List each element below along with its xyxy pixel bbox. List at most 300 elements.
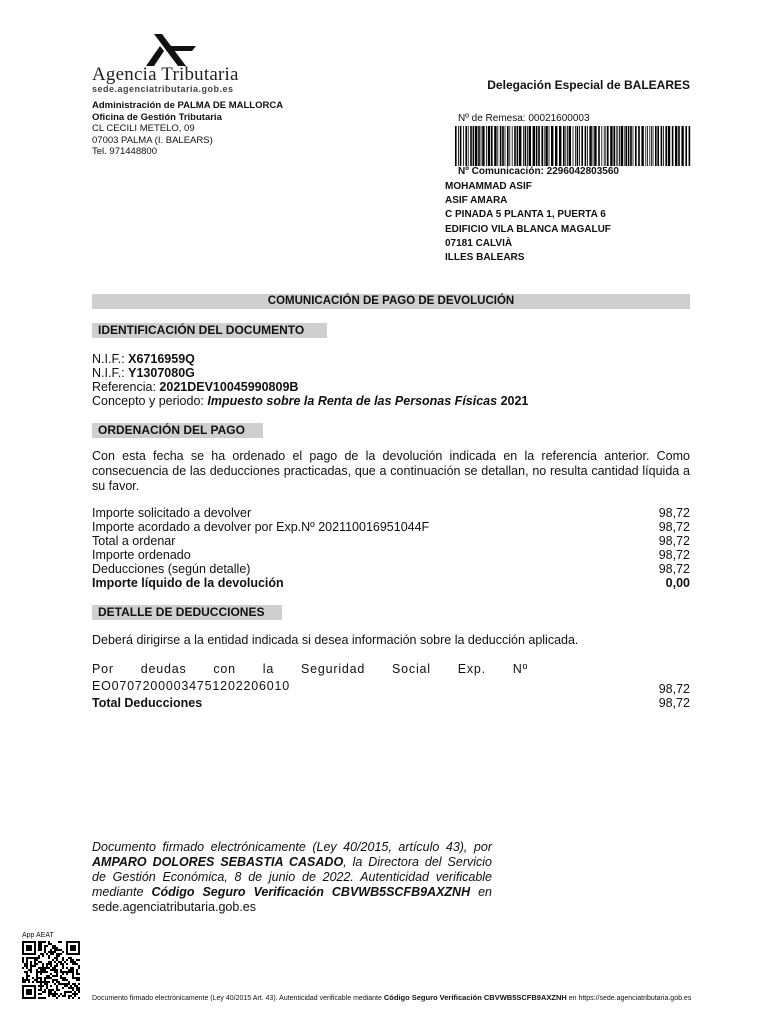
qr-module [74, 961, 76, 963]
nif-line [92, 366, 195, 381]
qr-module [52, 951, 54, 953]
qr-module [30, 961, 32, 963]
barcode-bar [544, 126, 545, 166]
agencia-tributaria-logo-icon [140, 32, 200, 68]
office-line: CL CECILI METELO, 09 [92, 123, 195, 134]
qr-module [52, 975, 54, 977]
amount-row [92, 520, 690, 534]
qr-module [60, 949, 62, 951]
barcode-bar [665, 126, 667, 166]
qr-module [52, 945, 54, 947]
amount-row [92, 534, 690, 548]
qr-module [56, 981, 58, 983]
referencia-value: 2021DEV10045990809B [159, 380, 299, 394]
qr-module [56, 953, 58, 955]
qr-module [56, 973, 58, 975]
qr-module [56, 987, 58, 989]
barcode-bar [567, 126, 568, 166]
qr-module [70, 995, 72, 997]
qr-module [70, 967, 72, 969]
qr-module [38, 977, 40, 979]
qr-module [22, 977, 24, 979]
qr-module [66, 959, 68, 961]
qr-module [52, 959, 54, 961]
qr-module [54, 947, 56, 949]
qr-module [72, 971, 74, 973]
qr-module [46, 975, 48, 977]
ordenacion-paragraph: Con esta fecha se ha ordenado el pago de la devolución indicada en la referencia anterior. Como consecuencia de las deducciones practicadas, que a continuación se detallan, no resulta cantidad líquida a su favor. [92, 449, 690, 493]
barcode-bar [470, 126, 472, 166]
barcode-bar [672, 126, 674, 166]
qr-module [72, 969, 74, 971]
qr-module [56, 975, 58, 977]
qr-module [76, 979, 78, 981]
qr-module [62, 971, 64, 973]
qr-module [38, 949, 40, 951]
qr-module [30, 971, 32, 973]
qr-module [46, 963, 48, 965]
qr-module [44, 991, 46, 993]
office-address [92, 100, 283, 158]
qr-module [22, 957, 24, 959]
qr-module [52, 993, 54, 995]
amount-value: 98,72 [658, 506, 690, 520]
qr-module [52, 995, 54, 997]
qr-module [46, 977, 48, 979]
firma-site: sede.agenciatributaria.gob.es [92, 900, 257, 914]
qr-module [46, 985, 48, 987]
qr-module [52, 947, 54, 949]
amount-value: 98,72 [658, 562, 690, 576]
recipient-line: 07181 CALVIÀ [445, 237, 513, 249]
qr-module [68, 969, 70, 971]
qr-module [60, 977, 62, 979]
qr-module [64, 985, 66, 987]
barcode-bar [593, 126, 594, 166]
barcode-bar [579, 126, 580, 166]
qr-module [72, 961, 74, 963]
qr-module [44, 979, 46, 981]
qr-module [26, 945, 32, 951]
qr-module [54, 995, 56, 997]
qr-module [78, 983, 80, 985]
qr-module [66, 983, 68, 985]
qr-module [44, 951, 46, 953]
qr-module [42, 953, 44, 955]
qr-module [40, 961, 42, 963]
qr-module [54, 961, 56, 963]
qr-module [64, 961, 66, 963]
barcode-bar [663, 126, 664, 166]
qr-module [74, 963, 76, 965]
qr-module [46, 971, 48, 973]
barcode-bar [514, 126, 516, 166]
qr-module [54, 965, 56, 967]
qr-module [56, 947, 58, 949]
qr-module [62, 977, 64, 979]
amount-label: Deducciones (según detalle) [92, 562, 251, 576]
qr-module [44, 947, 46, 949]
qr-module [48, 995, 50, 997]
qr-module [48, 951, 50, 953]
qr-module [64, 993, 66, 995]
qr-module [70, 987, 72, 989]
barcode-bar [617, 126, 618, 166]
qr-module [56, 993, 58, 995]
barcode-image [455, 126, 691, 166]
qr-module [26, 979, 28, 981]
qr-module [42, 985, 44, 987]
qr-module [40, 981, 42, 983]
firma-paragraph [92, 840, 492, 915]
qr-module [40, 985, 42, 987]
qr-module [36, 979, 38, 981]
deduccion-concepto-line: Por deudas con la Seguridad Social Exp. Nº [92, 662, 528, 676]
footer-text-part: Documento firmado electrónicamente (Ley 40/2015 Art. 43). Autenticidad verificable mediante [92, 995, 382, 1002]
qr-module [32, 981, 34, 983]
barcode-bar [538, 126, 540, 166]
amount-row [92, 562, 690, 576]
qr-module [56, 963, 58, 965]
qr-module [58, 995, 60, 997]
qr-module [38, 971, 40, 973]
concepto-value: Impuesto sobre la Renta de las Personas Físicas [207, 394, 498, 408]
qr-module [26, 967, 28, 969]
qr-module [62, 965, 64, 967]
barcode-bar [681, 126, 683, 166]
barcode-bar [481, 126, 482, 166]
barcode-bar [645, 126, 646, 166]
qr-module [32, 977, 34, 979]
qr-module [50, 963, 52, 965]
qr-module [46, 983, 48, 985]
qr-module [56, 965, 58, 967]
barcode-bar [613, 126, 615, 166]
qr-module [22, 981, 24, 983]
concepto-line [92, 394, 528, 409]
qr-module [44, 997, 46, 999]
nif-label: N.I.F.: [92, 366, 125, 380]
barcode-bar [624, 126, 625, 166]
qr-module [42, 969, 44, 971]
qr-module [26, 989, 32, 995]
qr-module [58, 989, 60, 991]
qr-module [36, 975, 38, 977]
barcode-bar [655, 126, 657, 166]
barcode-bar [525, 126, 527, 166]
barcode-bar [486, 126, 487, 166]
recipient-line: EDIFICIO VILA BLANCA MAGALUF [445, 223, 611, 235]
barcode-bar [633, 126, 634, 166]
qr-module [72, 989, 74, 991]
qr-module [26, 961, 28, 963]
qr-module [60, 969, 62, 971]
qr-module [28, 979, 30, 981]
nif-value: X6716959Q [128, 352, 195, 366]
barcode-bar [651, 126, 652, 166]
office-line: Administración de PALMA DE MALLORCA [92, 100, 284, 111]
barcode-bar [545, 126, 547, 166]
deduccion-expediente: EO07072000034751202206010 [92, 679, 290, 693]
qr-module [38, 957, 40, 959]
qr-module [36, 971, 38, 973]
qr-module [72, 973, 74, 975]
barcode-bar [551, 126, 553, 166]
qr-module [58, 955, 60, 957]
qr-module [52, 981, 54, 983]
qr-module [48, 967, 50, 969]
amount-value: 0,00 [665, 576, 690, 590]
qr-module [38, 943, 40, 945]
qr-module [44, 977, 46, 979]
comunicacion-number: Nº Comunicación: 2296042803560 [458, 166, 619, 177]
qr-module [76, 963, 78, 965]
barcode-bar [549, 126, 550, 166]
qr-module [54, 979, 56, 981]
qr-module [54, 957, 56, 959]
qr-module [62, 979, 64, 981]
qr-module [60, 961, 62, 963]
qr-module [40, 997, 42, 999]
amount-value: 98,72 [658, 520, 690, 534]
amount-row [92, 506, 690, 520]
qr-module [58, 983, 60, 985]
qr-module [34, 965, 36, 967]
qr-module [68, 997, 70, 999]
barcode-bar [657, 126, 659, 166]
qr-module [24, 979, 26, 981]
qr-module [66, 973, 68, 975]
qr-module [40, 945, 42, 947]
qr-module [66, 991, 68, 993]
qr-module [44, 967, 46, 969]
qr-module [54, 991, 56, 993]
footer-text-part: en https://sede.agenciatributaria.gob.es [568, 995, 692, 1002]
logo-subtext: sede.agenciatributaria.gob.es [92, 84, 234, 94]
barcode-bar [563, 126, 565, 166]
qr-module [40, 979, 42, 981]
qr-module [22, 959, 24, 961]
qr-module [74, 985, 76, 987]
barcode-bar [529, 126, 531, 166]
qr-module [40, 987, 42, 989]
firma-text: en [478, 885, 493, 899]
qr-module [68, 991, 70, 993]
firma-csv: Código Seguro Verificación CBVWB5SCFB9AXZNH [151, 885, 471, 899]
qr-module [64, 979, 66, 981]
qr-module [76, 969, 78, 971]
barcode-bar [569, 126, 571, 166]
referencia-label: Referencia: [92, 380, 156, 394]
qr-module [76, 959, 78, 961]
barcode-bar [635, 126, 637, 166]
qr-module [50, 977, 52, 979]
qr-module [46, 965, 48, 967]
qr-module [40, 977, 42, 979]
barcode-bar [653, 126, 654, 166]
nif-line [92, 352, 195, 367]
qr-module [62, 957, 64, 959]
qr-module [38, 989, 40, 991]
barcode-bar [505, 126, 506, 166]
qr-module [44, 989, 46, 991]
barcode-bar [541, 126, 543, 166]
qr-module [46, 953, 48, 955]
qr-module [36, 977, 38, 979]
qr-module [50, 973, 52, 975]
qr-module [42, 967, 44, 969]
barcode-bar [605, 126, 606, 166]
qr-module [40, 983, 42, 985]
qr-module [54, 983, 56, 985]
total-deducciones-value: 98,72 [658, 696, 690, 710]
qr-module [54, 993, 56, 995]
qr-module [58, 941, 60, 943]
qr-module [68, 981, 70, 983]
qr-module [44, 949, 46, 951]
qr-module [62, 959, 64, 961]
barcode-bar [523, 126, 524, 166]
qr-module [22, 967, 24, 969]
amount-value: 98,72 [658, 534, 690, 548]
qr-module [40, 969, 42, 971]
amount-label: Importe ordenado [92, 548, 191, 562]
barcode-bar [594, 126, 596, 166]
qr-module [48, 991, 50, 993]
qr-module [62, 951, 64, 953]
qr-module [62, 967, 64, 969]
deduccion-value: 98,72 [658, 682, 690, 696]
qr-module [28, 975, 30, 977]
qr-module [38, 981, 40, 983]
qr-module [34, 963, 36, 965]
barcode-bar [625, 126, 627, 166]
qr-module [50, 961, 52, 963]
qr-module [78, 997, 80, 999]
qr-module [26, 975, 28, 977]
qr-module [44, 945, 46, 947]
barcode-bar [616, 126, 617, 166]
qr-module [62, 995, 64, 997]
qr-module [52, 989, 54, 991]
footer-csv: Código Seguro Verificación CBVWB5SCFB9AXZNH [383, 993, 567, 1002]
qr-module [44, 941, 46, 943]
qr-module [76, 989, 78, 991]
qr-module [78, 959, 80, 961]
qr-module [68, 987, 70, 989]
barcode-bar [512, 126, 513, 166]
qr-module [40, 993, 42, 995]
qr-module [72, 997, 74, 999]
amount-label: Importe líquido de la devolución [92, 576, 284, 590]
qr-module [30, 957, 32, 959]
qr-module [48, 975, 50, 977]
qr-module [78, 965, 80, 967]
barcode-bar [475, 126, 477, 166]
qr-module [48, 963, 50, 965]
qr-module [60, 941, 62, 943]
remesa-number: Nº de Remesa: 00021600003 [458, 113, 590, 124]
qr-module [26, 973, 28, 975]
qr-code-icon[interactable] [22, 941, 80, 999]
qr-module [48, 993, 50, 995]
nif-label: N.I.F.: [92, 352, 125, 366]
qr-module [76, 993, 78, 995]
recipient-line: ASIF AMARA [445, 195, 508, 207]
qr-module [42, 991, 44, 993]
qr-module [40, 943, 42, 945]
barcode-bar [533, 126, 535, 166]
barcode-bar [619, 126, 620, 166]
qr-module [28, 981, 30, 983]
qr-module [66, 985, 68, 987]
barcode-bar [607, 126, 609, 166]
qr-module [60, 953, 62, 955]
office-line: Oficina de Gestión Tributaria [92, 111, 222, 123]
barcode-bar [581, 126, 583, 166]
qr-module [50, 985, 52, 987]
amount-row-liquido [92, 576, 690, 590]
qr-module [50, 993, 52, 995]
amount-label: Importe acordado a devolver por Exp.Nº 202110016951044F [92, 520, 430, 534]
qr-module [68, 957, 70, 959]
barcode-bar [668, 126, 670, 166]
barcode-bar [685, 126, 687, 166]
section-heading-detalle: DETALLE DE DEDUCCIONES [92, 605, 282, 620]
barcode-bar [610, 126, 612, 166]
qr-module [48, 977, 50, 979]
qr-module [38, 961, 40, 963]
barcode-bar [494, 126, 496, 166]
qr-module [38, 997, 40, 999]
qr-module [24, 971, 26, 973]
qr-module [26, 971, 28, 973]
qr-module [78, 987, 80, 989]
qr-module [36, 963, 38, 965]
recipient-line: C PINADA 5 PLANTA 1, PUERTA 6 [445, 209, 606, 221]
qr-module [24, 981, 26, 983]
qr-module [56, 989, 58, 991]
barcode-bar [497, 126, 498, 166]
qr-module [56, 969, 58, 971]
qr-module [70, 957, 72, 959]
qr-module [26, 957, 28, 959]
barcode-bar [577, 126, 579, 166]
qr-module [42, 997, 44, 999]
qr-module [76, 973, 78, 975]
qr-module [30, 967, 32, 969]
qr-module [62, 973, 64, 975]
qr-module [54, 969, 56, 971]
qr-module [36, 969, 38, 971]
qr-module [46, 967, 48, 969]
barcode-bar [536, 126, 538, 166]
qr-module [28, 957, 30, 959]
qr-module [42, 963, 44, 965]
qr-module [64, 971, 66, 973]
qr-module [48, 981, 50, 983]
barcode-bar [455, 126, 457, 166]
qr-module [70, 961, 72, 963]
barcode-bar [647, 126, 648, 166]
document-title: COMUNICACIÓN DE PAGO DE DEVOLUCIÓN [92, 294, 690, 309]
barcode-bar [509, 126, 510, 166]
qr-module [48, 941, 50, 943]
barcode-bar [517, 126, 519, 166]
qr-module [70, 991, 72, 993]
barcode-bar [675, 126, 677, 166]
qr-module [62, 963, 64, 965]
